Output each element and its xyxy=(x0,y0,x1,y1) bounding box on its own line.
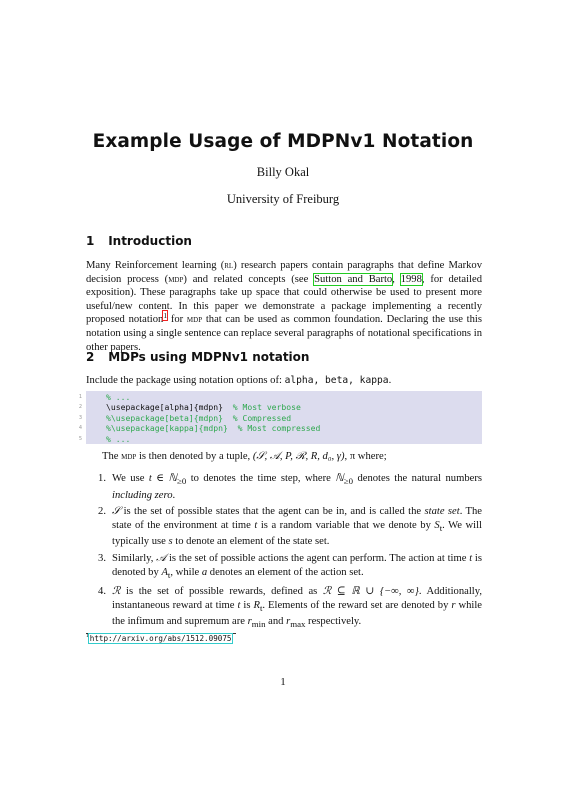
section-heading-introduction xyxy=(86,234,192,248)
code-listing xyxy=(78,391,482,444)
tuple-sentence xyxy=(102,450,482,464)
text-run: is then denoted by a tuple, xyxy=(136,451,253,462)
math: R xyxy=(253,599,260,611)
text-run: is the set of possible rewards, defined as xyxy=(120,586,323,597)
math: 𝒜 xyxy=(156,553,167,564)
line-number: 2 xyxy=(78,404,82,411)
math: ℕ xyxy=(335,473,344,484)
code-comment: % ... xyxy=(106,392,131,402)
list-item xyxy=(92,585,482,632)
math-subscript: t xyxy=(259,602,263,613)
section-number: 1 xyxy=(86,234,95,248)
math-tuple: (𝒮, 𝒜, P, ℛ, R, d₀, γ) xyxy=(252,451,345,462)
math: t xyxy=(469,553,473,564)
page-number: 1 xyxy=(280,676,286,688)
inline-code: alpha, beta, kappa xyxy=(284,375,389,386)
text-run: is xyxy=(240,599,254,611)
math-subscript: t xyxy=(439,522,443,533)
code-line xyxy=(78,423,482,434)
code-line xyxy=(78,433,482,444)
line-number: 4 xyxy=(78,425,82,432)
text-run: . The state of the environment at time xyxy=(112,506,482,531)
text-run: , while xyxy=(170,566,202,578)
affiliation: University of Freiburg xyxy=(226,192,340,206)
code-comment: %\usepackage[kappa]{mdpn} % Most compressed xyxy=(106,423,321,434)
text-run: . xyxy=(388,375,392,386)
code-line xyxy=(78,392,482,402)
text-run: to denote an element of the state set. xyxy=(172,536,330,548)
code-comment: % Most verbose xyxy=(232,402,301,413)
math: t xyxy=(254,519,258,531)
math-subscript: max xyxy=(290,619,306,630)
text-run: is a random variable that we denote by xyxy=(257,519,435,531)
abbr-mdp: mdp xyxy=(121,451,137,462)
math: r xyxy=(451,599,456,611)
text-run: that can be used as common foundation. Declaring the use this notation using a single sentence can replace several paragraphs of notational specifications in other papers. xyxy=(86,314,482,353)
abbr-mdp: mdp xyxy=(168,273,184,285)
text-run: ) and related concepts (see xyxy=(183,273,315,285)
author-name: Billy Okal xyxy=(256,165,310,179)
text-run: and xyxy=(265,616,287,628)
text-run: Similarly, xyxy=(112,553,157,564)
math: t xyxy=(237,599,241,611)
text-run: ) research papers contain paragraphs that define Markov decision process ( xyxy=(86,260,482,285)
list-item xyxy=(92,472,482,502)
text-run: denotes the natural numbers xyxy=(353,473,482,484)
code-comment: % ... xyxy=(106,433,131,444)
line-number: 1 xyxy=(78,394,82,400)
text-run: , π where; xyxy=(344,451,387,462)
text-run: is the set of possible actions the agent can perform. The action at time xyxy=(166,553,470,564)
code-line xyxy=(78,412,482,423)
section-number: 2 xyxy=(86,350,95,364)
math: 𝒮 xyxy=(112,506,121,517)
text-run: . xyxy=(172,489,176,501)
math: t ∈ ℕ xyxy=(148,473,177,484)
text-run: is the set of possible states that the agent can be in, and is called the xyxy=(120,506,425,517)
math-subscript: ≥0 xyxy=(343,476,354,487)
text-run: is denoted by xyxy=(112,553,482,578)
text-run: , xyxy=(392,273,401,285)
math-subscript: min xyxy=(251,619,266,630)
text-run: respectively. xyxy=(305,616,362,628)
math: A xyxy=(161,566,168,578)
text-run: Many Reinforcement learning ( xyxy=(86,260,225,271)
math: r xyxy=(286,616,291,628)
text-run: We use xyxy=(112,473,149,484)
text-run: to denotes the time step, where xyxy=(186,473,336,484)
abbr-mdp: mdp xyxy=(186,314,203,326)
math-subscript: ≥0 xyxy=(177,476,187,487)
section-title: MDPs using MDPNv1 notation xyxy=(108,350,310,364)
code-comment: %\usepackage[beta]{mdpn} % Compressed xyxy=(106,412,292,423)
section-heading-mdps xyxy=(86,350,309,364)
paper-title: Example Usage of MDPNv1 Notation xyxy=(92,131,474,152)
math: a xyxy=(201,566,208,578)
emphasis: including zero xyxy=(112,489,173,501)
list-number: 1. xyxy=(98,473,106,484)
code-text: \usepackage[alpha]{mdpn} xyxy=(106,402,233,413)
citation-link-author[interactable]: Sutton and Barto xyxy=(314,273,393,285)
math-subscript: t xyxy=(167,569,171,580)
math: s xyxy=(168,536,173,548)
text-run: denotes an element of the action set. xyxy=(207,566,364,578)
text-run: . Elements of the reward set are denoted by xyxy=(262,599,452,611)
list-number: 4. xyxy=(98,586,106,597)
emphasis: state set xyxy=(424,506,460,517)
math: ℛ ⊆ ℝ ∪ {−∞, ∞} xyxy=(322,586,419,597)
text-run: . We will typically use xyxy=(112,519,483,548)
line-number: 5 xyxy=(78,435,82,442)
intro-paragraph xyxy=(86,259,482,354)
list-item xyxy=(92,552,482,582)
list-item xyxy=(92,505,482,549)
include-sentence xyxy=(86,374,482,388)
math: r xyxy=(247,616,252,628)
footnote-mark: 1 xyxy=(86,633,89,639)
text-run: Include the package using notation options of: xyxy=(86,375,285,386)
math: S xyxy=(434,519,440,531)
code-line xyxy=(78,402,482,413)
footnote-url-link[interactable]: http://arxiv.org/abs/1512.09075 xyxy=(89,633,232,643)
text-run: for xyxy=(167,314,187,326)
text-run: The xyxy=(102,451,122,462)
line-number: 3 xyxy=(78,414,82,421)
text-run: while the infimum and supremum are xyxy=(112,599,483,628)
math: ℛ xyxy=(112,586,121,597)
list-number: 2. xyxy=(98,506,106,517)
citation-link-year[interactable]: 1998 xyxy=(400,273,422,285)
text-run: . Additionally, instantaneous reward at time xyxy=(112,586,482,611)
abbr-rl: rl xyxy=(224,260,234,271)
text-run: , for detailed exposition). These paragraphs take up space that could otherwise be used to present more useful/new content. In this paper we demonstrate a package implementing a recently proposed notation xyxy=(86,273,482,326)
footnote-link[interactable]: 1 xyxy=(163,310,168,320)
list-number: 3. xyxy=(98,553,106,564)
section-title: Introduction xyxy=(108,234,192,248)
footnote xyxy=(86,633,232,643)
